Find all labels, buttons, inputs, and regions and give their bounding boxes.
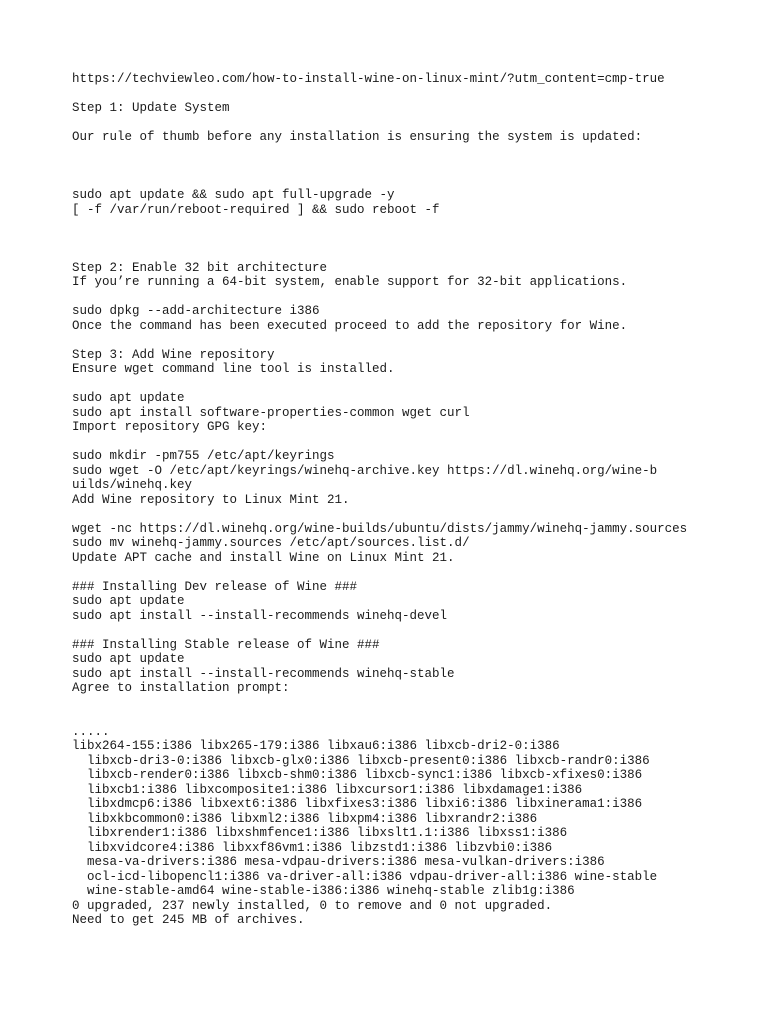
step3-command-mkdir: sudo mkdir -pm755 /etc/apt/keyrings bbox=[72, 449, 335, 463]
output-line: wine-stable-amd64 wine-stable-i386:i386 winehq-stable zlib1g:i386 bbox=[72, 884, 575, 898]
dev-release-header: ### Installing Dev release of Wine ### bbox=[72, 579, 358, 594]
step3-text: Ensure wget command line tool is installed. bbox=[72, 362, 395, 376]
step3-command-wget-sources: wget -nc https://dl.winehq.org/wine-builds/ubuntu/dists/jammy/winehq-jammy.sources bbox=[72, 521, 688, 536]
step2-after-text: Once the command has been executed proceed to add the repository for Wine. bbox=[72, 318, 628, 333]
stable-release-header: ### Installing Stable release of Wine ### bbox=[72, 637, 380, 652]
step1-text: Our rule of thumb before any installation is ensuring the system is updated: bbox=[72, 130, 643, 144]
step2-text: If you’re running a 64-bit system, enable support for 32-bit applications. bbox=[72, 275, 628, 289]
output-line: mesa-va-drivers:i386 mesa-vdpau-drivers:i386 mesa-vulkan-drivers:i386 bbox=[72, 855, 605, 869]
step3-command-wget-key: sudo wget -O /etc/apt/keyrings/winehq-archive.key https://dl.winehq.org/wine-builds/winehq.key bbox=[72, 463, 658, 492]
step1-heading: Step 1: Update System bbox=[72, 101, 230, 115]
stable-command-update: sudo apt update bbox=[72, 652, 185, 666]
output-line: libxcb-dri3-0:i386 libxcb-glx0:i386 libxcb-present0:i386 libxcb-randr0:i386 bbox=[72, 753, 650, 768]
step3-heading: Step 3: Add Wine repository bbox=[72, 347, 275, 362]
output-line: libxvidcore4:i386 libxxf86vm1:i386 libzstd1:i386 libzvbi0:i386 bbox=[72, 840, 553, 855]
step1-command-upgrade: sudo apt update && sudo apt full-upgrade -y bbox=[72, 188, 395, 202]
step3-command-install-tools: sudo apt install software-properties-common wget curl bbox=[72, 405, 470, 420]
source-url: https://techviewleo.com/how-to-install-wine-on-linux-mint/?utm_content=cmp-true bbox=[72, 72, 665, 86]
step3-command-update: sudo apt update bbox=[72, 391, 185, 405]
stable-command-install: sudo apt install --install-recommends winehq-stable bbox=[72, 666, 455, 681]
output-download-size: Need to get 245 MB of archives. bbox=[72, 913, 305, 927]
output-line: libxdmcp6:i386 libxext6:i386 libxfixes3:i386 libxi6:i386 libxinerama1:i386 bbox=[72, 797, 643, 811]
step2-command: sudo dpkg --add-architecture i386 bbox=[72, 304, 320, 318]
output-line: ocl-icd-libopencl1:i386 va-driver-all:i386 vdpau-driver-all:i386 wine-stable bbox=[72, 869, 658, 884]
output-line: libxkbcommon0:i386 libxml2:i386 libxpm4:i386 libxrandr2:i386 bbox=[72, 811, 538, 826]
step2-heading: Step 2: Enable 32 bit architecture bbox=[72, 260, 328, 275]
step3-cache-text: Update APT cache and install Wine on Linux Mint 21. bbox=[72, 550, 455, 565]
output-line: libxrender1:i386 libxshmfence1:i386 libxslt1.1:i386 libxss1:i386 bbox=[72, 826, 568, 840]
output-line: libxcb-render0:i386 libxcb-shm0:i386 libxcb-sync1:i386 libxcb-xfixes0:i386 bbox=[72, 768, 643, 782]
dev-command-update: sudo apt update bbox=[72, 594, 185, 608]
output-summary: 0 upgraded, 237 newly installed, 0 to remove and 0 not upgraded. bbox=[72, 898, 553, 913]
step3-repo-text: Add Wine repository to Linux Mint 21. bbox=[72, 492, 350, 507]
output-line: libx264-155:i386 libx265-179:i386 libxau6:i386 libxcb-dri2-0:i386 bbox=[72, 739, 560, 753]
step3-command-mv: sudo mv winehq-jammy.sources /etc/apt/sources.list.d/ bbox=[72, 536, 470, 550]
stable-prompt-text: Agree to installation prompt: bbox=[72, 681, 290, 695]
output-line: libxcb1:i386 libxcomposite1:i386 libxcursor1:i386 libxdamage1:i386 bbox=[72, 782, 583, 797]
step1-command-reboot: [ -f /var/run/reboot-required ] && sudo reboot -f bbox=[72, 202, 440, 217]
output-line: ..... bbox=[72, 724, 110, 739]
dev-command-install: sudo apt install --install-recommends winehq-devel bbox=[72, 608, 448, 623]
install-output bbox=[72, 725, 752, 928]
document-page bbox=[72, 72, 752, 928]
step3-gpg-text: Import repository GPG key: bbox=[72, 420, 268, 434]
